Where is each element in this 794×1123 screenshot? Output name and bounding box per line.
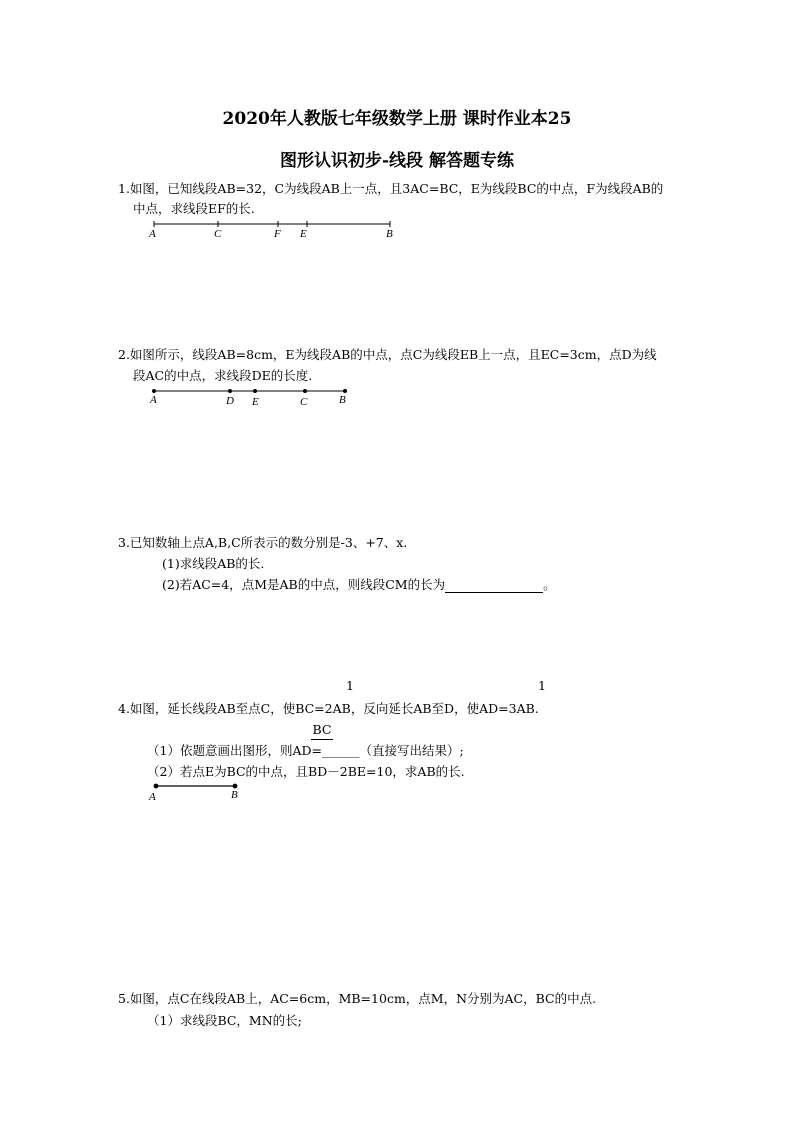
q2-point-c (303, 389, 307, 393)
q4-part1 (147, 743, 464, 759)
q4-part1-prefix: （1）依题意画出图形，则 (147, 743, 293, 758)
page-subtitle: 图形认识初步-线段 解答题专练 (280, 151, 514, 171)
q2-label-a: A (150, 394, 157, 406)
q4-frac2-denominator: 3 (508, 701, 517, 716)
q4-point-b (233, 784, 238, 789)
q4-text-mid: AB，反向延长AB至D，使AD= (332, 701, 509, 716)
q2-label-b: B (339, 394, 346, 406)
q4-fraction-bar (311, 739, 333, 740)
q3-text-line1: 3.已知数轴上点A,B,C所表示的数分别是-3、+7、x. (118, 535, 408, 550)
q4-point-a (154, 784, 159, 789)
q4-text-line1 (118, 701, 539, 717)
q4-fraction-numerator: BC (312, 722, 332, 737)
q2-point-d (228, 389, 232, 393)
q1-label-e: E (300, 228, 307, 240)
q4-label-b: B (231, 789, 238, 801)
q4-frac1-numerator: 1 (346, 678, 354, 693)
q5-part1: （1）求线段BC，MN的长; (147, 1013, 302, 1028)
q3-part2-end: 。 (543, 577, 556, 592)
q1-text-line1: 1.如图，已知线段AB=32，C为线段AB上一点，且3AC=BC，E为线段BC的中点，F为线段AB的 (118, 181, 664, 196)
q4-label-a: A (149, 791, 156, 803)
q3-answer-blank (445, 580, 543, 593)
q1-label-b: B (386, 228, 393, 240)
q4-text-suffix: AB. (516, 701, 539, 716)
q4-part1-suffix: =______（直接写出结果）; (311, 743, 464, 758)
q3-part2 (162, 577, 556, 593)
q2-label-d: D (226, 395, 234, 407)
q2-point-b (343, 389, 347, 393)
q4-text-prefix: 4.如图，延长线段AB至点C，使BC= (118, 701, 325, 716)
q5-text-line1: 5.如图，点C在线段AB上，AC=6cm，MB=10cm，点M，N分别为AC，BC的中点. (118, 991, 597, 1006)
q1-text-line2: 中点，求线段EF的长. (133, 201, 255, 216)
q2-point-a (152, 389, 156, 393)
q4-frac1-denominator: 2 (324, 701, 333, 716)
q2-label-e: E (252, 396, 259, 408)
q3-part2-text: (2)若AC=4，点M是AB的中点，则线段CM的长为 (162, 577, 446, 592)
page-title: 2020年人教版七年级数学上册 课时作业本25 (222, 109, 572, 129)
q1-label-a: A (149, 228, 156, 240)
q2-text-line1: 2.如图所示，线段AB=8cm，E为线段AB的中点，点C为线段EB上一点，且EC=3cm，点D为线 (118, 347, 657, 362)
q3-part1: (1)求线段AB的长. (162, 556, 265, 571)
q4-frac2-numerator: 1 (538, 678, 546, 693)
q2-label-c: C (300, 396, 308, 408)
q4-fraction-denominator: AD (292, 743, 312, 758)
q2-text-line2: 段AC的中点，求线段DE的长度. (133, 368, 313, 383)
q4-part2: （2）若点E为BC的中点，且BD－2BE=10，求AB的长. (147, 764, 465, 779)
q2-point-e (253, 389, 257, 393)
q1-label-f: F (274, 228, 281, 240)
q1-label-c: C (214, 228, 222, 240)
